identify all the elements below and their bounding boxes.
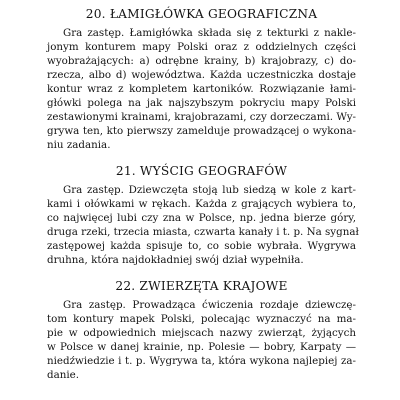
- text-line: Gra zastęp. Dziewczęta stoją lub siedzą w kole z kart-: [63, 184, 356, 196]
- text-line: w Polsce w danej krainie, np. Polesie — bobry, Karpaty —: [47, 341, 356, 353]
- text-line: niedźwiedzie i t. p. Wygrywa ta, która wykona najlepiej za-: [47, 355, 356, 367]
- section-title-21: 21. WYŚCIG GEOGRAFÓW: [115, 164, 288, 178]
- text-line: rzecza, albo d) województwa. Każda uczestniczka dostaje: [47, 69, 356, 81]
- text-line: zestawionymi krainami, krajobrazami, czy dorzeczami. Wy-: [47, 111, 356, 123]
- text-line: pie w odpowiednich miejscach nazwy zwierząt, żyjących: [47, 327, 356, 339]
- text-line: danie.: [47, 369, 80, 381]
- text-line: wyobrażających: a) odrębne krainy, b) krajobrazy, c) do-: [47, 55, 356, 67]
- text-line: zastępowej każda spisuje to, co sobie wybrała. Wygrywa: [47, 240, 356, 252]
- section-title-20: 20. ŁAMIGŁÓWKA GEOGRAFICZNA: [85, 7, 318, 21]
- section-title-22: 22. ZWIERZĘTA KRAJOWE: [115, 279, 288, 293]
- text-line: druga rzeki, trzecia miasta, czwarta kanały i t. p. Na sygnał: [47, 226, 359, 238]
- text-line: grywa ten, kto pierwszy zamelduje prowadzącej o wykona-: [47, 125, 356, 137]
- text-line: co najwięcej lubi czy zna w Polsce, np. jedna bierze góry,: [47, 212, 356, 224]
- section-text-22: [47, 298, 356, 382]
- text-line: główki polega na jak najszybszym pokryciu mapy Polski: [47, 97, 356, 109]
- text-line: Gra zastęp. Łamigłówka składa się z tekturki z nakle-: [63, 27, 356, 39]
- text-line: druhna, która najdokładniej swój dział wypełniła.: [47, 254, 304, 266]
- text-line: kontur wraz z kompletem kartoników. Rozwiązanie łami-: [47, 83, 356, 95]
- section-text-20: [47, 26, 356, 152]
- text-line: jonym konturem mapy Polski oraz z oddzielnych części: [47, 41, 356, 53]
- text-line: Gra zastęp. Prowadząca ćwiczenia rozdaje dziewczę-: [63, 299, 356, 311]
- text-line: kami i ołówkami w rękach. Każda z grających wybiera to,: [47, 198, 356, 210]
- section-text-21: [47, 183, 359, 267]
- text-line: niu zadania.: [47, 139, 111, 151]
- text-line: tom kontury mapek Polski, polecając wyznaczyć na ma-: [47, 313, 356, 325]
